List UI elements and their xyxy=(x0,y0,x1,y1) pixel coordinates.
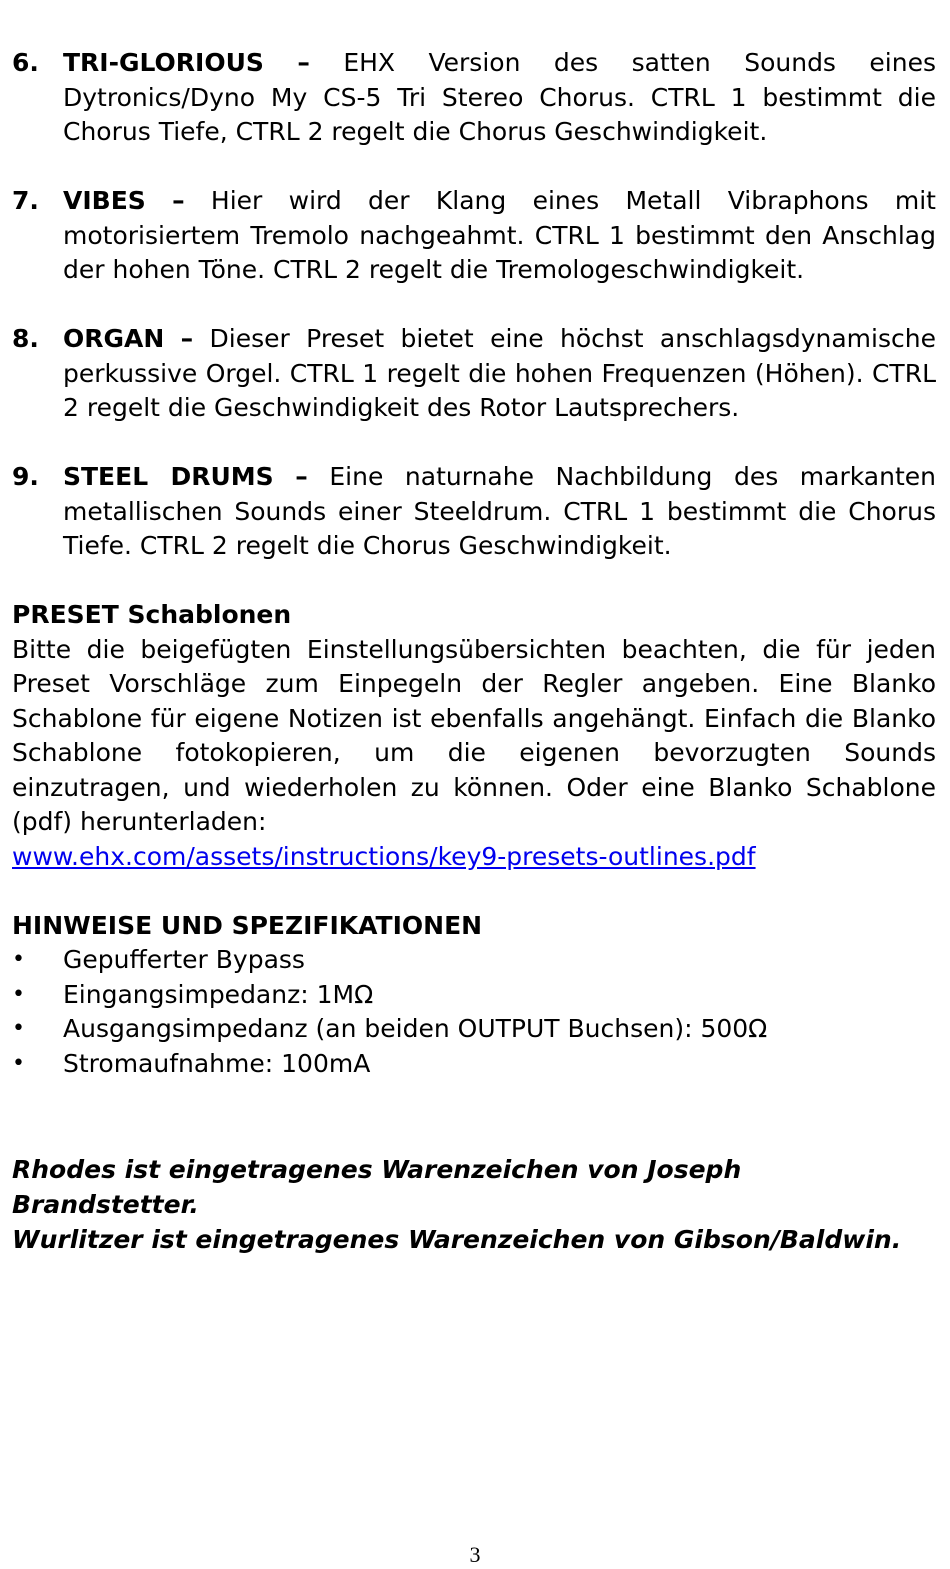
specs-heading: HINWEISE UND SPEZIFIKATIONEN xyxy=(12,910,483,940)
bullet-icon: • xyxy=(12,981,25,1007)
bullet-icon: • xyxy=(12,1050,25,1076)
preset-number: 8. xyxy=(12,324,39,353)
preset-number: 9. xyxy=(12,462,39,491)
preset-text: Eine naturnahe Nachbildung des markanten metallischen Sounds einer Steeldrum. CTRL 1 bestimmt die Chorus Tiefe. CTRL 2 regelt die Chorus Geschwindigkeit. xyxy=(63,462,936,560)
preset-description xyxy=(63,322,936,426)
preset-item-vibes xyxy=(12,184,936,288)
bullet-icon: • xyxy=(12,1016,25,1041)
spec-text: Stromaufnahme: 100mA xyxy=(63,1048,371,1078)
preset-text: EHX Version des satten Sounds eines Dytronics/Dyno My CS-5 Tri Stereo Chorus. CTRL 1 bestimmt die Chorus Tiefe, CTRL 2 regelt die Chorus Geschwindigkeit. xyxy=(63,48,936,146)
preset-text: Hier wird der Klang eines Metall Vibraphons mit motorisiertem Tremolo nachgeahmt. CTRL 1 bestimmt den Anschlag der hohen Töne. CTRL 2 regelt die Tremologeschwindigkeit. xyxy=(63,186,936,284)
trademark-line-rhodes: Rhodes ist eingetragenes Warenzeichen von Joseph xyxy=(12,1155,742,1184)
preset-number: 6. xyxy=(12,48,39,77)
templates-pdf-link[interactable]: www.ehx.com/assets/instructions/key9-presets-outlines.pdf xyxy=(12,841,756,871)
preset-item-organ xyxy=(12,322,936,426)
preset-item-tri-glorious xyxy=(12,46,936,150)
spec-item-input-impedance xyxy=(12,978,936,1013)
trademark-line-wurlitzer: Wurlitzer ist eingetragenes Warenzeichen von Gibson/Baldwin. xyxy=(12,1225,902,1254)
preset-description xyxy=(63,460,936,564)
bullet-icon: • xyxy=(12,947,25,972)
preset-dash: – xyxy=(295,462,308,491)
preset-dash: – xyxy=(297,48,310,77)
preset-description xyxy=(63,46,936,150)
preset-description xyxy=(63,184,936,288)
spec-text: Eingangsimpedanz: 1MΩ xyxy=(63,979,374,1009)
templates-heading: PRESET Schablonen xyxy=(12,600,292,629)
trademark-notes xyxy=(12,1152,942,1257)
preset-name: ORGAN xyxy=(63,324,165,353)
preset-number: 7. xyxy=(12,186,39,215)
preset-name: TRI-GLORIOUS xyxy=(63,48,264,77)
templates-paragraph: Bitte die beigefügten Einstellungsübersichten beachten, die für jeden Preset Vorschläge zum Einpegeln der Regler angeben. Eine Blanko Schablone für eigene Notizen ist ebenfalls angehängt. Einfach die Blanko Schablone fotokopieren, um die eigenen bevorzugten Sounds einzutragen, und wiederholen zu können. Oder eine Blanko Schablone (pdf) herunterladen: xyxy=(12,634,936,836)
preset-text: Dieser Preset bietet eine höchst anschlagsdynamische perkussive Orgel. CTRL 1 regelt die hohen Frequenzen (Höhen). CTRL 2 regelt die Geschwindigkeit des Rotor Lautsprechers. xyxy=(63,324,936,422)
trademark-line-rhodes-continued: Brandstetter. xyxy=(12,1190,199,1219)
page-number: 3 xyxy=(469,1542,481,1567)
manual-page-content xyxy=(12,46,936,1081)
preset-name: STEEL DRUMS xyxy=(63,462,274,491)
preset-dash: – xyxy=(172,186,185,215)
spec-item-current-draw xyxy=(12,1047,936,1082)
spec-text: Gepufferter Bypass xyxy=(63,945,305,974)
preset-item-steel-drums xyxy=(12,460,936,564)
preset-name: VIBES xyxy=(63,186,146,215)
spec-item-bypass xyxy=(12,943,936,978)
section-spacer xyxy=(12,874,936,909)
spec-text: Ausgangsimpedanz (an beiden OUTPUT Buchsen): 500Ω xyxy=(63,1014,768,1043)
specs-list xyxy=(12,943,936,1081)
spec-item-output-impedance xyxy=(12,1012,936,1047)
preset-dash: – xyxy=(180,324,194,353)
